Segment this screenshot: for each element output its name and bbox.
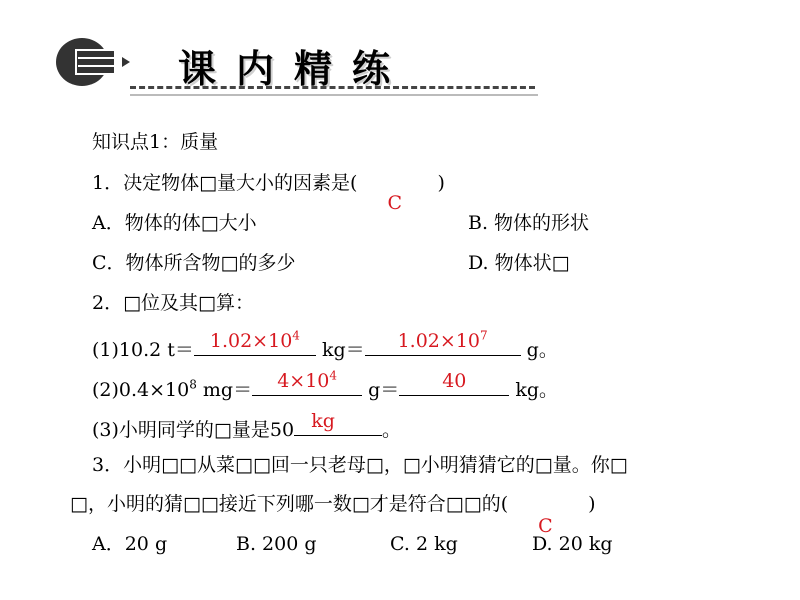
option-a: A．物体的体□大小 [92,212,257,234]
question-2-part3 [92,410,402,442]
question-3-answer: C [538,515,553,537]
title-divider-shadow [130,94,538,96]
part3-suffix: 。 [382,419,402,441]
question-2-part1 [92,328,558,362]
option-b: B. 物体的形状 [468,212,590,234]
option-c: C．物体所含物□的多少 [92,252,296,274]
part1-suffix: g。 [520,339,558,361]
option-d: D. 20 kg [532,533,613,555]
answer-blank: kg [294,413,382,436]
question-3-stem: □，小明的猜□□接近下列哪一数□才是符合□□的( [70,493,509,515]
answer-exponent: 4 [292,328,300,343]
part1-prefix: (1)10.2 t＝ [92,339,194,361]
pencil-icon [56,36,132,88]
part2-suffix: kg。 [509,379,559,401]
option-c: C. 2 kg [390,533,458,555]
question-2-part2 [92,368,559,402]
header [0,0,800,110]
question-1-close: ) [437,172,445,194]
page-title: 课内精练 [178,47,411,91]
option-b: B. 200 g [236,533,317,555]
title-divider [130,86,535,89]
part2-mid: g＝ [362,379,400,401]
answer-text: 4×10 [277,370,330,392]
answer-text: 1.02×10 [397,330,480,352]
part2-prefix: (2)0.4×10 [92,379,190,401]
question-3-line2 [70,492,596,537]
question-1-options-row1 [92,211,590,235]
part2-prefix-unit: mg＝ [196,379,253,401]
question-3-close: ) [588,493,596,515]
answer-blank [365,328,521,356]
answer-blank [252,368,362,396]
section-label: 知识点1：质量 [92,131,219,153]
answer-blank: 40 [399,373,509,396]
question-1-options-row2 [92,251,570,275]
answer-exponent: 7 [480,328,488,343]
question-3-options [92,532,613,556]
answer-text: 1.02×10 [209,330,293,352]
question-1 [92,171,445,214]
question-2-stem: 2．□位及其□算： [92,292,254,314]
part3-prefix: (3)小明同学的□量是50 [92,419,295,441]
option-a: A．20 g [92,533,168,555]
question-3-line1: 3．小明□□从菜□□回一只老母□，□小明猜猜它的□量。你□ [92,454,628,476]
answer-blank [194,328,316,356]
question-1-answer: C [387,192,403,214]
option-d: D. 物体状□ [468,252,570,274]
question-1-stem: 1．决定物体□量大小的因素是( [92,172,358,194]
part2-prefix-exponent: 8 [189,377,197,392]
part1-mid: kg＝ [315,339,365,361]
answer-exponent: 4 [329,368,338,383]
